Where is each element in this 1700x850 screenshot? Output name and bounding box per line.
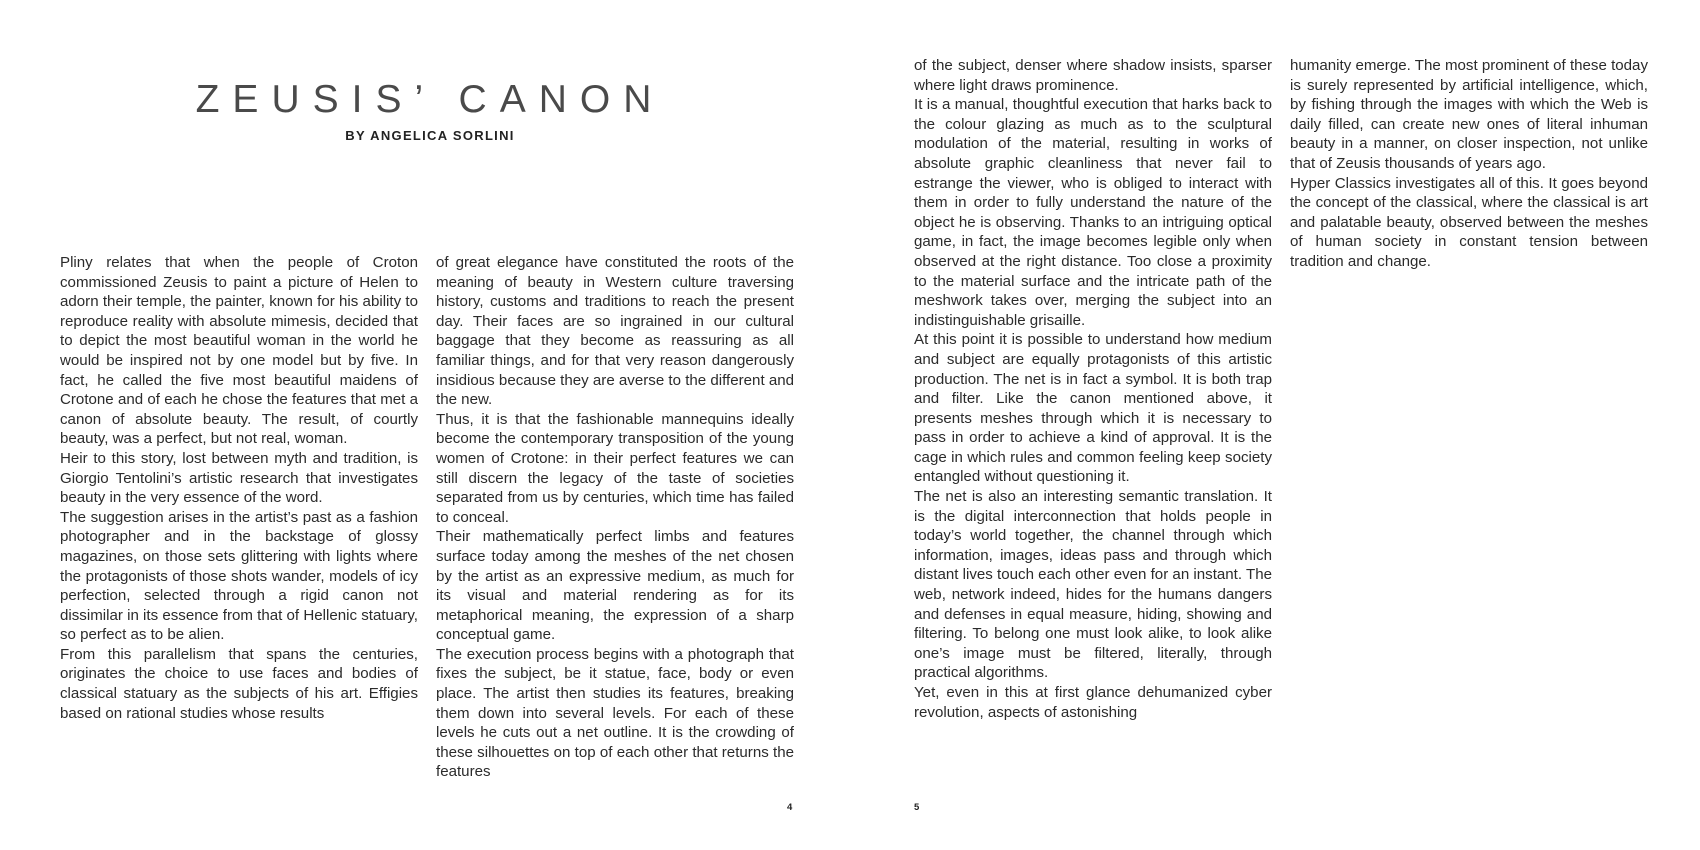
paragraph: At this point it is possible to understand how medium and subject are equally protagonists of this artistic production. The net is in fact a symbol. It is both trap and filter. Like the canon mentioned above, it presents meshes through which it is necessary to pass in order to achieve a kind of approval. It is the cage in which rules and common feeling keep society entangled without questioning it. (914, 331, 1272, 486)
page-number-right: 5 (914, 802, 920, 813)
paragraph: of great elegance have constituted the roots of the meaning of beauty in Western culture traversing history, customs and traditions to reach the present day. Their faces are so ingrained in our cultural baggage that they become as reassuring as all familiar things, and for that very reason dangerously insidious because they are averse to the different and the new. (436, 254, 795, 409)
paragraph: Thus, it is that the fashionable mannequins ideally become the contemporary transposition of the young women of Crotone: in their perfect features we can still discern the legacy of the taste of societies separated from us by centuries, which time has failed to conceal. (436, 410, 794, 526)
paragraph: It is a manual, thoughtful execution that harks back to the colour glazing as much as to the sculptural modulation of the material, resulting in works of absolute graphic cleanliness that never fail to estrange the viewer, who is obliged to interact with them in order to fully understand the nature of the object he is observing. Thanks to an intriguing optical game, in fact, the image becomes legible only when observed at the right distance. Too close a proximity to the material surface and the intricate path of the meshwork takes over, merging the subject into an indistinguishable grisaille. (914, 96, 1272, 329)
paragraph: Hyper Classics investigates all of this. It goes beyond the concept of the classical, where the classical is art and palatable beauty, observed between the meshes of human society in constant tension between tradition and change. (1290, 174, 1648, 270)
paragraph: Their mathematically perfect limbs and features surface today among the meshes of the net chosen by the artist as an expressive medium, as much for its visual and material rendering as for its metaphorical meaning, the expression of a sharp conceptual game. (436, 528, 794, 644)
text-column-3 (914, 56, 1272, 722)
page-number-left: 4 (787, 802, 793, 813)
paragraph: Pliny relates that when the people of Croton commissioned Zeusis to paint a picture of Helen to adorn their temple, the painter, known for his ability to reproduce reality with absolute mimesis, decided that to depict the most beautiful woman in the world he would be inspired not by one model but by five. In fact, he called the five most beautiful maidens of Crotone and of each he chose the features that met a canon of absolute beauty. The result, of courtly beauty, was a perfect, but not real, woman. (60, 254, 418, 448)
paragraph: Heir to this story, lost between myth and tradition, is Giorgio Tentolini’s artistic research that investigates beauty in the very essence of the word. (60, 449, 418, 507)
text-column-2 (436, 253, 794, 782)
paragraph: From this parallelism that spans the centuries, originates the choice to use faces and bodies of classical statuary as the subjects of his art. Effigies based on rational studies whose results (60, 645, 418, 722)
article-title: ZEUSIS’ CANON (195, 78, 665, 122)
paragraph: humanity emerge. The most prominent of these today is surely represented by artificial intelligence, which, by fishing through the images with which the Web is daily filled, can create new ones of literal inhuman beauty in a manner, on closer inspection, not unlike that of Zeusis thousands of years ago. (1290, 57, 1648, 172)
text-column-1 (60, 253, 418, 723)
paragraph: of the subject, denser where shadow insists, sparser where light draws prominence. (914, 57, 1272, 94)
text-column-4 (1290, 56, 1648, 272)
paragraph: The execution process begins with a photograph that fixes the subject, be it statue, face, body or even place. The artist then studies its features, breaking them down into several levels. For each of these levels he cuts out a net outline. It is the crowding of these silhouettes on top of each other that returns the features (436, 645, 794, 781)
article-byline: BY ANGELICA SORLINI (345, 128, 515, 143)
paragraph: The suggestion arises in the artist’s past as a fashion photographer and in the backstage of glossy magazines, on those sets glittering with lights where the protagonists of those shots wander, models of icy perfection, selected through a rigid canon not dissimilar in its essence from that of Hellenic statuary, so perfect as to be alien. (60, 508, 418, 644)
paragraph: The net is also an interesting semantic translation. It is the digital interconnection that holds people in today’s world together, the channel through which information, images, ideas pass and through which distant lives touch each other even for an instant. The web, network indeed, hides for the humans dangers and defenses in equal measure, hiding, showing and filtering. To belong one must look alike, to look alike one’s image must be filtered, literally, through practical algorithms. (914, 488, 1272, 682)
paragraph: Yet, even in this at first glance dehumanized cyber revolution, aspects of astonishing (914, 684, 1272, 721)
